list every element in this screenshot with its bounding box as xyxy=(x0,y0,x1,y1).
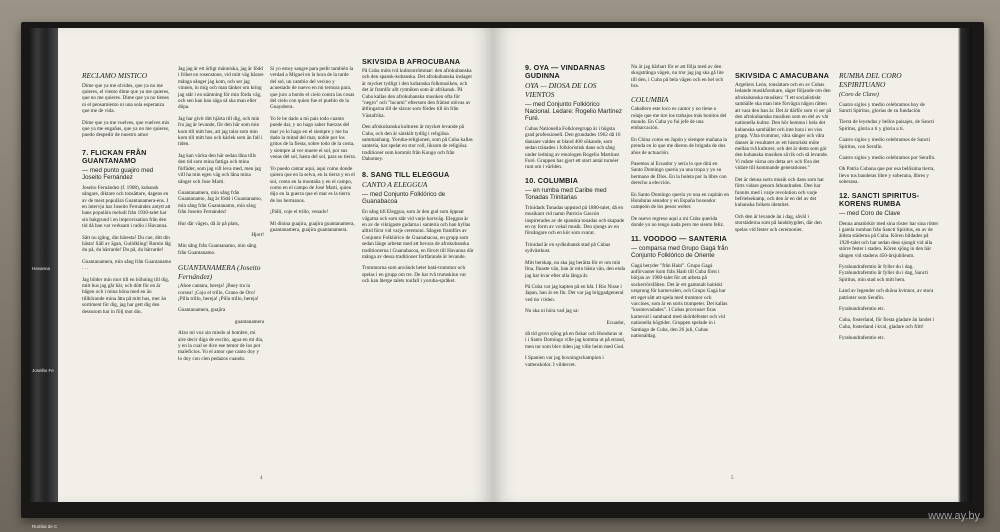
heading-track-10: 10. COLUMBIA xyxy=(525,175,579,185)
text: Cuatro siglos y medio celebramos por Serafín. xyxy=(839,154,936,161)
text: Yo le he dado a mi pais todo cuanto puede dar, y no hago saber fuerzas del mar yo lo hago en el siempre y me ha dado la mitad del mar, noble por los gritos de la fiesta, sobre todo de la costa, y siempre al ver muere el sol, por sus venas del sol, hasta del sol, para su tierra. xyxy=(270,115,356,161)
text: Trinidad är en sydkubansk stad på Cubas sydvästkust. xyxy=(525,241,611,255)
heading-track-8-spanish: CANTO A ELEGGUA xyxy=(362,179,428,189)
text: Oh Patria Cubana que por esa bellísima tierra, llevo tus banderas libre y soberana, libres y soberana. xyxy=(839,166,935,186)
text: Guantanamera, min sång från Guantanamo, Jag är född i Guantanamo, min sång från Guantanamo, min sång från Joseito Fernández! xyxy=(178,189,262,216)
photo-caption: Havanna xyxy=(32,266,51,271)
text: Dime que ya me olvides, que ya no me quieres, el viento dime que ya me quieres, que no me quieres. Dime que ya no tienes ni el pensamiento ni una sola esperanza que me de vida. xyxy=(82,82,170,115)
text: Den afrokubanska kulturen är mycket levande på Cuba, och den är särskilt tydlig i religiösa sammanhang. Yoruba-religionen, som på Cuba kallas santería, har spelat en stor roll, liksom de religiösa traditioner som kommit från Kongo och från Dahomey. xyxy=(362,124,473,163)
text: Nu är jag bärbart för er att följa med av den skogstrånga vägen, nu tror jag jag ska gå lite till den, i Cuba på hela vägen och en hel och bra. xyxy=(631,64,724,90)
text: Denna amatörkör med sina röster har sina rötter i gamla rumban från Sancti Spiritus, en av de äldsta städerna på Cuba. Kören bildades på 1920-talet och har sedan dess sjungit vid alla större fester i staden. Kören sjöng in den här sången vid stadens 450-årsjubileum. xyxy=(839,220,939,259)
text: Jag kan väcka den här sedan låna tills den tid som mina fattiga och mina förfäder, som jag vill leva med, men jag vill ha min egen väg och låna mina sånger och Jose Marti. xyxy=(178,152,261,185)
text: Pasemos al Ecuador y sería lo que dirá en Santo Domingo quería ya una tropa y yo su hermano de Dios. En la boleta por la libre con derecho a elección. xyxy=(631,160,727,187)
text: Jag har givit ditt hjärta till dig, och min fru jag är levande, för den här som min kom till mitt hus, att jag talar som min kom till mitt hus och kärlek som än fall i tiden. xyxy=(178,115,263,148)
photo-strip xyxy=(28,28,58,529)
text: då tid grovt sjöng på en fiskar och Honduras ut i i Santo Domingo ville jag komma ut på strand, men tur som blev tiden jag ville heim med Gud. xyxy=(525,330,625,350)
right-col-3 xyxy=(735,28,833,238)
heading-side-c: SKIVSIDA C AMACUBANA xyxy=(735,71,830,80)
text: På Cuba var jag kapten på en båt. I Rio Nisse i Japan, han är en fin. Det var jag briggadgeneral ved tio i tiden. xyxy=(525,283,624,303)
text: ¡Ahoe cantara, hereja! ¡Buey tra la corsea! ¡Cojo el trillo, Grano de Oro! ¡Pilla trillo, hereja! ¡Pilla trillo, hereja! xyxy=(178,283,259,302)
heading-columbia: COLUMBIA xyxy=(631,94,669,104)
left-col-4 xyxy=(362,28,474,290)
text: Nu ska ni höra vad jag sa: xyxy=(525,308,579,315)
text: Fyrahundrafemtio etc. xyxy=(839,306,886,313)
heading-rumba-del-coro: RUMBA DEL CORO ESPIRITUANO xyxy=(839,71,902,89)
text: Jag jag är ett ärligt människa, jag är född i frihet en rosenstone, vid mitt väg bärare många sånger jag kom, och ser jag vinnen, in mig och man tänker om kring jag står i en stämning för min förda väg, och sen kan han säga så ska man eller döpa. xyxy=(178,66,264,111)
text: Min sång från Guantanamo, min sång från Guantanamo. xyxy=(178,243,257,256)
subheading-track-12: — med Coro de Clave xyxy=(839,209,901,217)
photo-caption: Joselito Fe xyxy=(32,368,54,373)
back-cover-edge xyxy=(958,28,972,502)
text: Guantanamera, min sång från Guantanamo . . . xyxy=(82,258,172,272)
right-col-1 xyxy=(525,28,625,373)
text: Land av legender och sköna kvinnor, av stora patrioter som Serafín. xyxy=(839,288,934,301)
text: Fyrahundrafemtio etc. xyxy=(839,335,886,342)
text: Joseito Fernández (f. 1908), kubansk sångare, diktare och tonsättare, dagens en av de mest populära Guantanamera-ens. I en intervju har Joseito Fernández antytt att hans populära melodi från 1930-talet har sin bakgrund i en improvisation från den tid då han var verksam i radio i Havanna. xyxy=(82,184,171,230)
text: Hur där vägen, då är på plats, xyxy=(178,220,240,227)
left-page xyxy=(28,28,493,502)
text: Gagá betyder "från Haiti". Grupo Gagá anförvanter kom från Haiti till Cuba först i början av 1900-talet för att arbeta på sockerrörsfälten. Det är ett gammalt haitiskt ursprung för karnevalen, och Grupo Gagá har ett eget sätt att spela med trummor och vaccines, som är en sorts trumpeter. Det kallas "kosmovadades". I Cubas provinser firas karneval i samband med skördefester och vid nationella högtider. Gruppen spelade in i Santiago de Cuba, den 26 juli, Cubas nationaldag. xyxy=(631,262,728,340)
text: guantanamera xyxy=(234,318,264,325)
text: Si yo estoy sangre para pedir también la verdad a Miguel en la hora de la tarde del sol, un cambio del vecino y acuestado de nuevo en mi ternura para, que juro a bordo el cielo contra las cosas del cielo con quien fue el pueblo de la Guayabera. xyxy=(270,66,355,111)
text: På Cuba möts två kulturströmmar: den afrokubanska och den spansk-kubanska. Det afrokubanska inslaget är mycket tydligt i den kubanska folkmusiken, och det är framför allt rytmiken som är afrikansk. På Cuba kallas den afrokubanska musiken ofta för "negro" och "lucumi" eftersom den främst utövas av ättlingarna till de slavar som fördes till ön från Västafrika. xyxy=(362,68,472,119)
text: Argeliers León, tonsättare och en av Cubas ledande musikforskare, säger följande om den afrokubanska musiken: "I ett socialistiskt samhälle ska man inte förvägra någon rätten att vara den han är. Det är därför som vi ser på den afrokubanska musiken som en del av vår nationella kultur. Den hör hemma i hela det kubanska samhället och inte bara i en viss grupp. Våra trummor, våra sånger och våra danser är resultatet av ett historiskt möte mellan två kulturer, och det är detta som gör den kubanska musiken så rik och så levande. Vi måste värna om detta arv och föra det vidare till kommande generationer." xyxy=(735,82,832,172)
text: Jag bilder min mor till en höhning till dig, mitt hus jag går här, och dött för en är bågen och i mina höna med en än tillhörande mina åtta på mitt hus, mer än sortiment för dig, jag har gett dig den dessutom har in följ mot din. xyxy=(82,276,170,315)
text: Yo puedo cantar aquí, aquí como donde quiera que en la selva, en la tierra y en el sol, como en la montaña y en el campo, como en el campo de José Martí, quien dijo en la guerra que el mar es la tierra de los hermanos. xyxy=(270,165,355,204)
watermark: www.ay.by xyxy=(928,510,980,522)
text: Cubas Nationella Folkloregrupp är i högsta grad professionell. Den grundades 1962 då 16 dansare valdes ut bland 400 sökande, som sedan tränades i folkloristisk dans och sång under ledning av etnologen Rogelio Martínez Furé. Gruppen har gjort ett stort antal turnéer runt om i världen. xyxy=(525,126,621,171)
heading-side-b: SKIVSIDA B AFROCUBANA xyxy=(362,57,461,66)
left-col-3 xyxy=(270,28,356,238)
text: En China como en Japón y siempre mañana la prenda en lo que me dieron de brigada de dos años de actuación. xyxy=(631,136,727,156)
text: De nuevo regreso aquí a mi Cuba querida donde yo no tengo nada pero me siento feliz. xyxy=(631,215,725,229)
text: Cuba, fosterland, för fiesta gladare än landet i Cuba, fosterland i kval, gladare och fritt! xyxy=(839,317,934,330)
heading-track-11: 11. VOODOO — SANTERIA xyxy=(631,233,728,243)
heading-coro-de-clave: (Coro de Clave) xyxy=(839,91,879,98)
text: Det är denna sorts musik och dans som har förts vidare genom århundraden. Den har funnits med i varje revolution och varje befrielsekamp, och den är en del av det kubanska folkets identitet. xyxy=(735,176,825,209)
text: En Santo Domingo quería yo una en capitán en Honduras senador y en España boxeador campeón de los pesos welter. xyxy=(631,191,729,211)
text: Caballero este loco es cantor y no tiene a rolaje que me tire los trabajos más bonitos del mundo. En Cuba yo fui jefe de una embarcación. xyxy=(631,106,727,132)
subheading-track-8: — med Conjunto Folklórico de Guanabacoa xyxy=(362,191,446,206)
text: Fyrahundrafemtio år fyller du i dag. Fyrahundrafemtio år fyller du i dag, Sancti Spiritus, min stad och mitt hem. xyxy=(839,264,928,283)
text: Guantanamera, guajira xyxy=(178,307,226,314)
heading-track-7: 7. FLICKAN FRÅN GUANTANAMO xyxy=(82,147,147,165)
text: Mitt berskap, nu ska jag berätta för er om min fina, finaste vän, han är min bästa vän, den enda jag har kvar efter alla långa år. xyxy=(525,259,625,279)
heading-track-9-spanish: OYA — DIOSA DE LOS VIENTOS xyxy=(525,81,597,99)
photo-caption: Rumba de C xyxy=(32,524,58,529)
text: Cuatro siglos y medio celebramos hoy de Sancti Spiritus, glorias de su fundación xyxy=(839,101,925,114)
text: Trinidads Tonadas uppstod på 1880-talet, då en musikant vid namn Patricio Gascón inspirerades av de spanska tonadas och skapade en ny form av vokal musik. Den sjungs av en försångare och en kör som svarar. xyxy=(525,204,625,237)
heading-track-8: 8. SANG TILL ELEGGUA xyxy=(362,169,450,179)
left-col-2 xyxy=(178,28,264,367)
subheading-track-10: — en rumba med Caribe med Tonadas Trinitarias xyxy=(525,186,607,201)
text: Cuatro siglos y medio celebramos de Sancti Spiritus, con Serafín. xyxy=(839,137,931,150)
text: Trummorna som används heter batá-trummor och spelas i en grupp om tre. De har två trumskinn var och kan återge talets tonfall i yoruba-språket. xyxy=(362,265,467,285)
text: Och den är levande än i dag, såväl i storstäderna som på landsbygden, där den spelas vid fester och ceremonier. xyxy=(735,213,822,233)
page-number: 4 xyxy=(260,476,263,481)
heading-track-9: 9. OYA — VINDARNAS GUDINNA xyxy=(525,63,606,80)
text: Sätt nu igång, din bäresta! Du cue, ditt din bästa! Säll av ägan, Guildkling! Barnin låg du på, du bärrarde! Du på, du bärrarde! xyxy=(82,234,171,254)
text: Mi dinina guajira, guajira guantanamera, guantanamera, guajira guantanamera. xyxy=(270,220,355,233)
text: ¡Pálli, coje el trillo, venado! xyxy=(270,209,329,216)
text: I Spanien var jag boxningschampion i vattenskidor. I vildesvet. xyxy=(525,355,604,368)
subheading-track-11: — comparsa med Grupo Gagá från Conjunto Folklórico de Oriente xyxy=(631,244,728,259)
right-col-2 xyxy=(631,28,729,345)
subheading-track-9: — med Conjunto Folklórico Nacional. Ledare: Rogelio Martínez Furé. xyxy=(525,101,622,122)
left-col-1 xyxy=(82,28,172,320)
text xyxy=(178,221,264,227)
text: Ecuador, xyxy=(606,319,625,326)
heading-reclamo-mistico: RECLAMO MISTICO xyxy=(82,71,148,80)
text: Hjort! xyxy=(251,231,264,238)
text: En sång till Eleggua, som är den gud som öppnar vägarna och som står vid varje korsväg. Eleggua är en av de viktigaste gudarna i santería och han hyllas alltid först vid varje ceremoni. Sången framförs av Conjunto Folklórico de Guanabacoa, en grupp som sedan länge arbetat med att bevara de afrokubanska traditionerna i Guanabacoa, en förort till Havanna där många av dessa traditioner fortfarande är levande. xyxy=(362,209,474,261)
text: Tierra de leyendas y bellos paisajes, de Sancti Spiritus, gloria a ti y gloria a ti. xyxy=(839,119,935,132)
subheading-track-7: — med punto guajiro med Joseito Fernández xyxy=(82,166,154,181)
right-col-4 xyxy=(839,28,939,347)
page-number: 5 xyxy=(731,476,734,481)
heading-track-12: 12. SANCTI SPIRITUS-KORENS RUMBA xyxy=(839,190,920,208)
heading-guantanamera: GUANTANAMERA (Joseito Fernández) xyxy=(178,263,261,281)
text: Alzo mi voz sin miedo al hombre, mi aire decir diga de escrito, agua en mi día, y en la cual se dice ese temor de los por maleficios. Yo el amor que canto doy y lo doy con cien pedazos cuando. xyxy=(178,330,264,362)
right-page xyxy=(493,28,971,502)
text: Dime que ya me vuelves, que vuelves mis que ya me engañas, que ya no me quieres, puedo despedir de nuestro amor xyxy=(82,119,170,139)
